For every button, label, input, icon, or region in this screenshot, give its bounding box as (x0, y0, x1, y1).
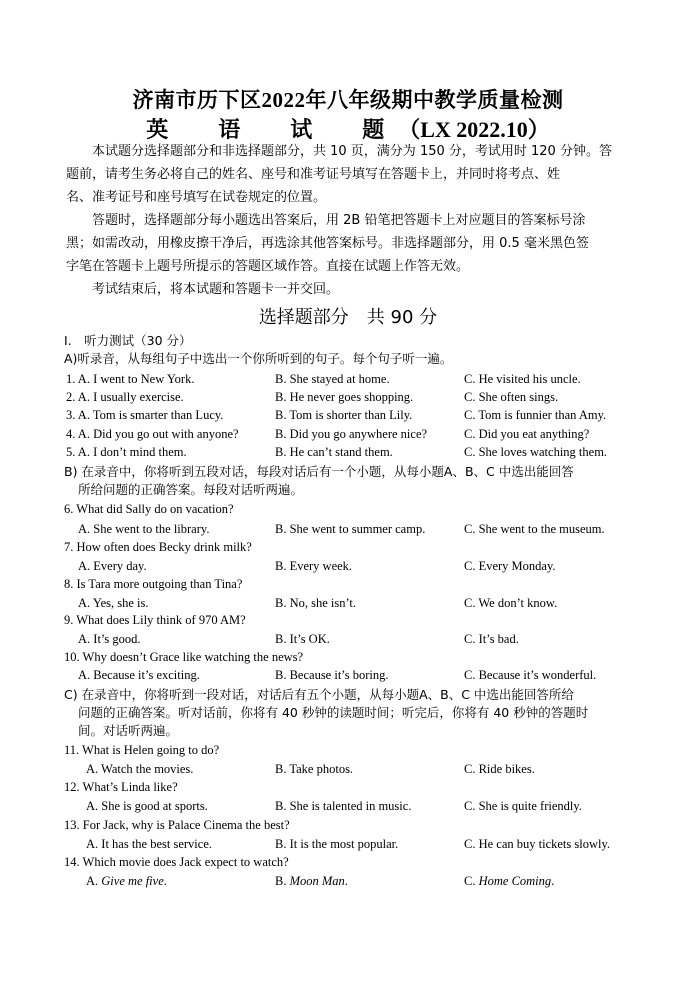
part-b-instruction: B) 在录音中，你将听到五段对话，每段对话后有一个小题，从每小题A、B、C 中选出能回答 (64, 464, 574, 479)
instruction-line: 黑；如需改动，用橡皮擦干净后，再选涂其他答案标号。非选择题部分，用 0.5 毫米黑色签 (66, 236, 589, 251)
instruction-line: 题前，请考生务必将自己的姓名、座号和准考证号填写在答题卡上，并同时将考点、姓 (66, 167, 561, 182)
question-9: 9. What does Lily think of 970 AM? (64, 613, 246, 627)
question-4-option-a: 4. A. Did you go out with anyone? (66, 427, 239, 441)
part-a-instruction: A)听录音，从每组句子中选出一个你所听到的句子。每个句子听一遍。 (64, 351, 453, 366)
exam-title: 济南市历下区2022年八年级期中教学质量检测 (132, 88, 564, 112)
movie-title: Home Coming (478, 874, 552, 888)
instruction-line: 答题时，选择题部分每小题选出答案后，用 2B 铅笔把答题卡上对应题目的答案标号涂 (92, 213, 586, 228)
question-11-option-b: B. Take photos. (275, 762, 354, 776)
question-6-option-b: B. She went to summer camp. (275, 522, 426, 536)
question-7: 7. How often does Becky drink milk? (64, 540, 252, 554)
question-1-option-b: B. She stayed at home. (275, 372, 390, 386)
question-5-option-c: C. She loves watching them. (464, 445, 608, 459)
question-13-option-a: A. It has the best service. (86, 837, 213, 851)
question-1-option-c: C. He visited his uncle. (464, 372, 581, 386)
question-11-option-c: C. Ride bikes. (464, 762, 535, 776)
question-14-option-c (464, 874, 554, 889)
question-11: 11. What is Helen going to do? (64, 743, 220, 757)
question-9-option-c: C. It’s bad. (464, 632, 519, 646)
question-12: 12. What’s Linda like? (64, 780, 178, 794)
question-11-option-a: A. Watch the movies. (86, 762, 194, 776)
subject-name: 英 语 试 题 (146, 117, 399, 142)
question-14-option-a (86, 874, 167, 889)
question-8-option-c: C. We don’t know. (464, 596, 558, 610)
question-13-option-c: C. He can buy tickets slowly. (464, 837, 611, 851)
question-14: 14. Which movie does Jack expect to watch? (64, 855, 289, 869)
question-8-option-b: B. No, she isn’t. (275, 596, 357, 610)
option-label: B. (275, 874, 290, 888)
part-c-instruction-cont: 间。对话听两遍。 (78, 723, 179, 738)
question-10-option-c: C. Because it’s wonderful. (464, 668, 597, 682)
exam-subject-line (0, 113, 696, 144)
part-c-instruction: C) 在录音中，你将听到一段对话，对话后有五个小题，从每小题A、B、C 中选出能回答所给 (64, 687, 574, 702)
option-label: A. (86, 874, 102, 888)
question-3-option-b: B. Tom is shorter than Lily. (275, 408, 413, 422)
question-10-option-b: B. Because it’s boring. (275, 668, 389, 682)
part-heading: I. 听力测试（30 分） (64, 333, 192, 348)
question-6-option-c: C. She went to the museum. (464, 522, 605, 536)
instruction-line: 本试题分选择题部分和非选择题部分，共 10 页，满分为 150 分，考试用时 120 分钟。答 (92, 144, 612, 159)
question-8-option-a: A. Yes, she is. (78, 596, 149, 610)
question-6: 6. What did Sally do on vacation? (64, 502, 234, 516)
question-9-option-b: B. It’s OK. (275, 632, 330, 646)
question-2-option-b: B. He never goes shopping. (275, 390, 414, 404)
punctuation: . (344, 874, 348, 888)
question-12-option-c: C. She is quite friendly. (464, 799, 582, 813)
question-5-option-b: B. He can’t stand them. (275, 445, 393, 459)
punctuation: . (163, 874, 167, 888)
question-8: 8. Is Tara more outgoing than Tina? (64, 577, 243, 591)
option-label: C. (464, 874, 479, 888)
question-7-option-a: A. Every day. (78, 559, 147, 573)
question-3-option-c: C. Tom is funnier than Amy. (464, 408, 607, 422)
question-13-option-b: B. It is the most popular. (275, 837, 399, 851)
question-5-option-a: 5. A. I don’t mind them. (66, 445, 187, 459)
part-b-instruction-cont: 所给问题的正确答案。每段对话听两遍。 (78, 482, 304, 497)
question-14-option-b (275, 874, 348, 889)
question-9-option-a: A. It’s good. (78, 632, 141, 646)
question-4-option-c: C. Did you eat anything? (464, 427, 590, 441)
question-12-option-b: B. She is talented in music. (275, 799, 412, 813)
instruction-line: 考试结束后，将本试题和答题卡一并交回。 (92, 282, 340, 297)
question-1-option-a: 1. A. I went to New York. (66, 372, 195, 386)
question-7-option-c: C. Every Monday. (464, 559, 556, 573)
question-10: 10. Why doesn’t Grace like watching the news? (64, 650, 304, 664)
question-2-option-a: 2. A. I usually exercise. (66, 390, 184, 404)
punctuation: . (551, 874, 555, 888)
question-7-option-b: B. Every week. (275, 559, 353, 573)
question-10-option-a: A. Because it’s exciting. (78, 668, 200, 682)
instruction-line: 名、准考证号和座号填写在试卷规定的位置。 (66, 190, 327, 205)
section-title: 选择题部分 共 90 分 (258, 307, 438, 328)
movie-title: Moon Man (289, 874, 345, 888)
movie-title: Give me five (101, 874, 164, 888)
part-c-instruction-cont: 问题的正确答案。听对话前，你将有 40 秒钟的读题时间；听完后，你将有 40 秒钟的答题时 (78, 705, 589, 720)
question-13: 13. For Jack, why is Palace Cinema the best? (64, 818, 290, 832)
exam-code: （LX 2022.10） (398, 117, 550, 142)
question-12-option-a: A. She is good at sports. (86, 799, 208, 813)
question-2-option-c: C. She often sings. (464, 390, 559, 404)
question-3-option-a: 3. A. Tom is smarter than Lucy. (66, 408, 224, 422)
instruction-line: 字笔在答题卡上题号所提示的答题区域作答。直接在试题上作答无效。 (66, 259, 470, 274)
question-4-option-b: B. Did you go anywhere nice? (275, 427, 428, 441)
question-6-option-a: A. She went to the library. (78, 522, 210, 536)
